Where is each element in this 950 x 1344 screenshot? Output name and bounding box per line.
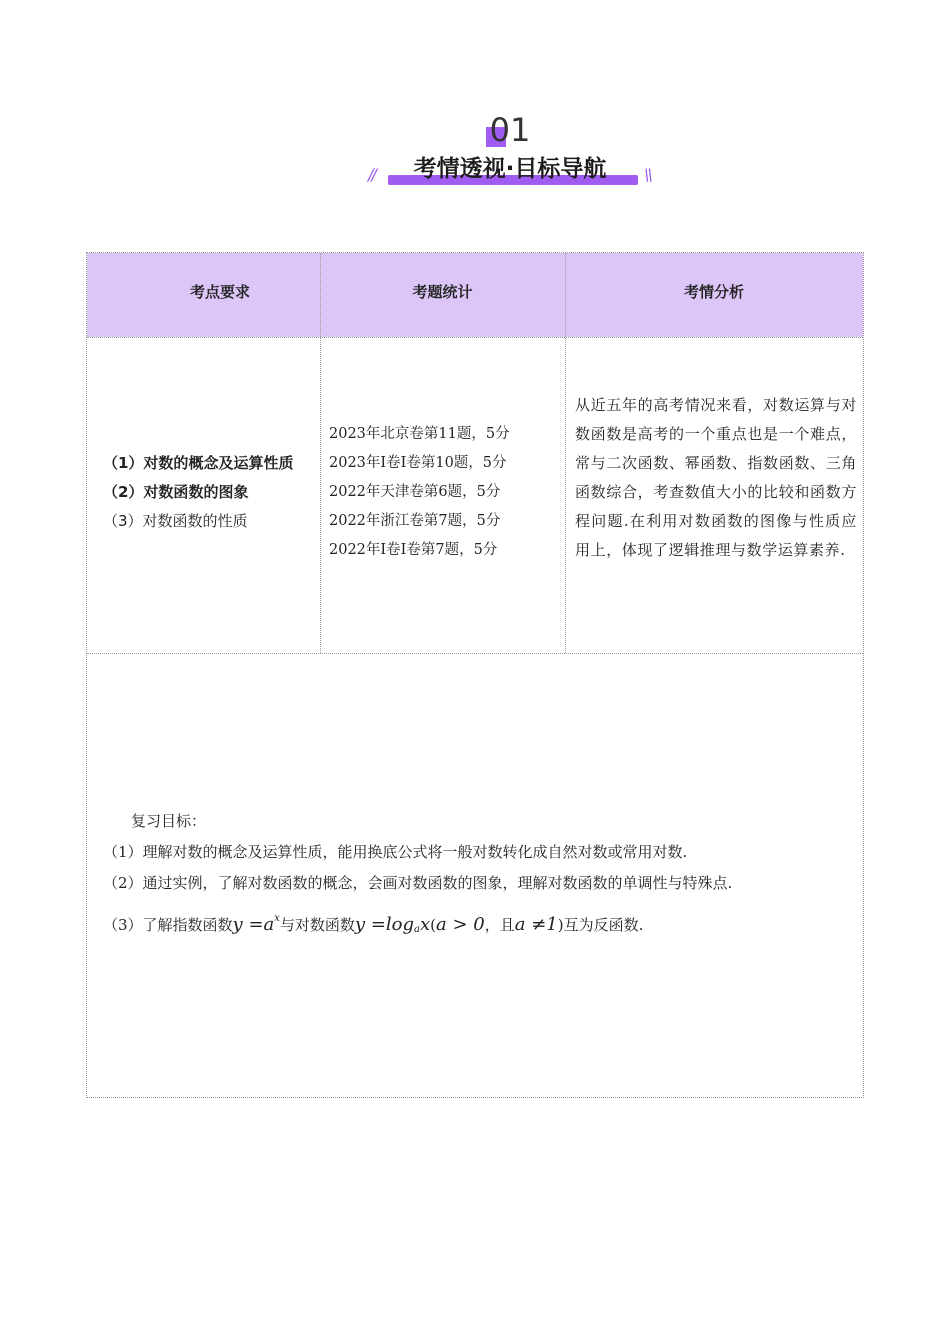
slash-decoration-right: \\ bbox=[644, 165, 651, 184]
analysis-text: 从近五年的高考情况来看，对数运算与对数函数是高考的一个重点也是一个难点，常与二次函数、幂函数、指数函数、三角函数综合，考查数值大小的比较和函数方程问题.在利用对数函数的图像与性质应用上，体现了逻辑推理与数学运算素养. bbox=[575, 396, 857, 559]
stat-item: 2023年Ⅰ卷Ⅰ卷第10题，5分 bbox=[329, 455, 507, 471]
goal-text: （3）了解指数函数 bbox=[103, 916, 233, 934]
header-requirements: 考点要求 bbox=[189, 283, 250, 301]
review-goals bbox=[103, 806, 853, 950]
log-function-base: a bbox=[414, 924, 420, 935]
stat-item: 2022年浙江卷第7题，5分 bbox=[329, 513, 501, 529]
statistics-list bbox=[329, 420, 510, 565]
header-analysis: 考情分析 bbox=[683, 283, 744, 301]
header-statistics: 考题统计 bbox=[412, 283, 473, 301]
log-function-argument: x bbox=[419, 914, 431, 935]
exam-analysis-table bbox=[86, 252, 864, 1098]
exp-function-formula: y =a bbox=[232, 914, 275, 935]
stat-item: 2022年天津卷第6题，5分 bbox=[329, 484, 501, 500]
stat-item: 2023年北京卷第11题，5分 bbox=[329, 426, 510, 442]
goal-text: )互为反函数. bbox=[557, 916, 644, 934]
slash-decoration-left: // bbox=[368, 165, 375, 184]
stat-item: 2022年Ⅰ卷Ⅰ卷第7题，5分 bbox=[329, 542, 498, 558]
goal-text: 与对数函数 bbox=[279, 916, 355, 934]
goal-item: （1）理解对数的概念及运算性质，能用换底公式将一般对数转化成自然对数或常用对数. bbox=[103, 843, 688, 861]
row-divider bbox=[87, 337, 863, 338]
requirement-item: （1）对数的概念及运算性质 bbox=[103, 454, 294, 472]
exp-function-exponent: x bbox=[274, 913, 280, 924]
goal-text: ，且 bbox=[484, 916, 515, 934]
section-number: 01 bbox=[489, 111, 531, 149]
condition-not-one: a ≠1 bbox=[514, 914, 558, 935]
log-function-formula: y =log bbox=[354, 914, 415, 935]
requirement-item: （3）对数函数的性质 bbox=[103, 512, 248, 530]
section-title: 考情透视·目标导航 bbox=[413, 156, 607, 182]
goal-text: ( bbox=[430, 916, 436, 934]
section-header bbox=[0, 110, 950, 200]
goal-item: （2）通过实例，了解对数函数的概念，会画对数函数的图象，理解对数函数的单调性与特殊点. bbox=[103, 874, 733, 892]
row-divider bbox=[87, 653, 863, 654]
goals-title: 复习目标： bbox=[131, 812, 207, 830]
goal-item-3 bbox=[103, 899, 853, 950]
requirement-item: （2）对数函数的图象 bbox=[103, 483, 249, 501]
requirements-list bbox=[103, 449, 293, 536]
condition-positive: a > 0 bbox=[436, 914, 485, 935]
